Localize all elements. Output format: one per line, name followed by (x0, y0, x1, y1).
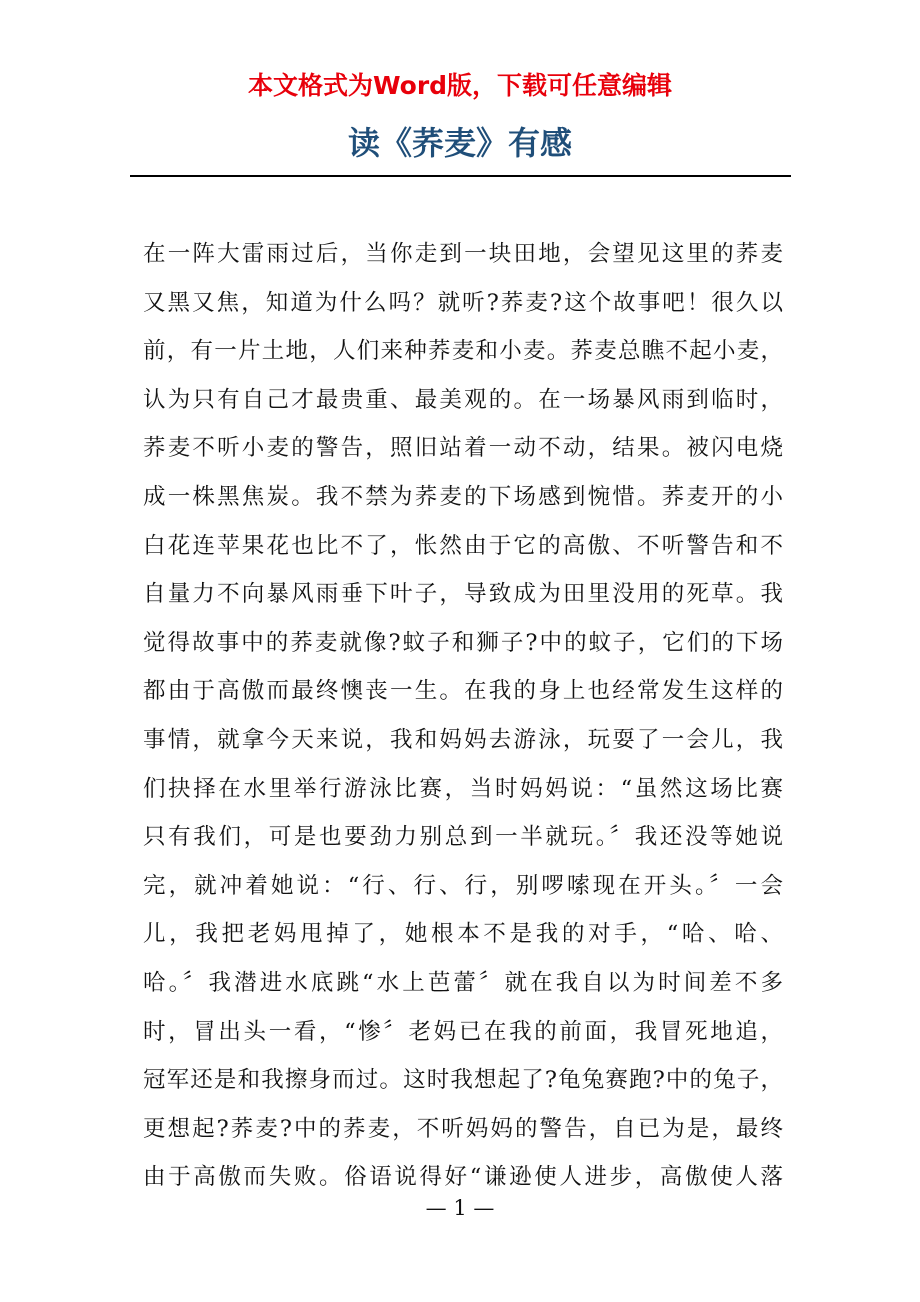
body-line: 哈。〞我潜进水底跳“水上芭蕾〞就在我自以为时间差不多 (143, 969, 783, 996)
body-line: 又黑又焦，知道为什么吗？就听?荞麦?这个故事吧！很久以 (143, 289, 783, 316)
page-number: — 1 — (425, 1196, 495, 1220)
body-line: 们抉择在水里举行游泳比赛，当时妈妈说：“虽然这场比赛 (143, 775, 783, 802)
body-line: 只有我们，可是也要劲力别总到一半就玩。〞我还没等她说 (143, 824, 783, 851)
body-line: 成一株黑焦炭。我不禁为荞麦的下场感到惋惜。荞麦开的小 (143, 483, 783, 510)
body-line: 觉得故事中的荞麦就像?蚊子和狮子?中的蚊子，它们的下场 (143, 629, 783, 656)
word-format-notice: 本文格式为Word版，下载可任意编辑 (247, 71, 673, 100)
body-line: 冠军还是和我擦身而过。这时我想起了?龟兔赛跑?中的兔子， (143, 1067, 783, 1094)
body-line: 事情，就拿今天来说，我和妈妈去游泳，玩耍了一会儿，我 (143, 726, 783, 753)
body-line: 都由于高傲而最终懊丧一生。在我的身上也经常发生这样的 (143, 678, 783, 705)
body-line: 儿，我把老妈甩掉了，她根本不是我的对手，“哈、哈、 (143, 921, 783, 948)
document-body (143, 230, 783, 1202)
body-line: 时，冒出头一看，“惨〞老妈已在我的前面，我冒死地追， (143, 1018, 783, 1045)
body-line: 由于高傲而失败。俗语说得好“谦逊使人进步，高傲使人落 (143, 1164, 783, 1191)
body-line: 更想起?荞麦?中的荞麦，不听妈妈的警告，自已为是，最终 (143, 1115, 783, 1142)
body-line: 完，就冲着她说：“行、行、行，别啰嗦现在开头。〞一会 (143, 872, 783, 899)
title-divider (130, 175, 791, 177)
body-line: 前，有一片土地，人们来种荞麦和小麦。荞麦总瞧不起小麦， (143, 338, 783, 365)
body-line: 白花连苹果花也比不了，怅然由于它的高傲、不听警告和不 (143, 532, 783, 559)
body-line: 认为只有自己才最贵重、最美观的。在一场暴风雨到临时， (143, 386, 783, 413)
body-line: 在一阵大雷雨过后，当你走到一块田地，会望见这里的荞麦 (143, 241, 783, 267)
body-line: 荞麦不听小麦的警告，照旧站着一动不动，结果。被闪电烧 (143, 435, 783, 462)
body-line: 自量力不向暴风雨垂下叶子，导致成为田里没用的死草。我 (143, 581, 783, 608)
page-title: 读《荞麦》有感 (347, 124, 572, 162)
